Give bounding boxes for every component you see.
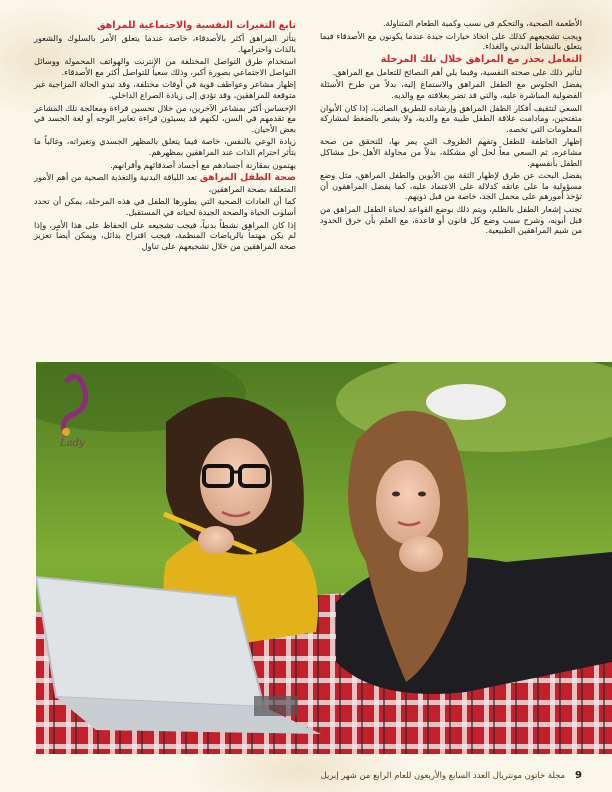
girl-right-hand [399,536,443,572]
right-column [34,18,296,360]
article-columns [34,18,582,360]
paragraph: تجنب إشعار الطفل بالظلم، ويتم ذلك بوضع القواعد لحياة الطفل المراهق من قبل أبويه، وشرح سبب وضع كل قانون أو قاعدة، مع العلم بأن خرق الحدود من شيم المراهقين الطبيعية. [320,203,582,236]
paragraph: إظهار العاطفة للطفل وتفهم الظروف التي يمر بها، للتحقق من صحة مشاعره، ثم السعي معاً لحل أي مشكلة، بدلاً من محاولة الأهل حل مشاكل الطفل بأنفسهم. [320,136,582,168]
paragraph: ويجب تشجيعهم كذلك على اتخاذ خيارات جيدة عندما يكونون مع الأصدقاء فيما يتعلق بالنشاط البدني والغذاء. [320,30,582,52]
section-heading-psych-changes: تابع التغيرات النفسية والاجتماعية للمراهق [96,20,296,31]
paragraph: يهتمون بمقارنة أجسادهم مع أجساد أصدقائهم وأقرانهم. [110,159,296,170]
laptop-screen [36,577,264,707]
paragraph: كما أن العادات الصحية التي يطورها الطفل في هذه المرحلة، يمكن أن تحدد أسلوب الحياة والصحة الجيدة لحياته في المستقبل. [34,196,296,217]
photo-illustration [36,362,612,754]
girl-left-hand [198,526,234,554]
eye [392,492,400,497]
paragraph: الإحساس أكثر بمشاعر الآخرين، من خلال تحسين قراءة ومعالجة تلك المشاعر مع تقدمهم في السن، لكنهم قد يسيئون قراءة تعابير الوجه أو لغة الجسد في بعض الأحيان. [34,102,296,134]
girl-right-face [376,460,440,544]
eye [418,492,426,497]
paragraph-with-heading [34,172,296,194]
page-number: 9 [575,769,582,781]
laptop-keys [254,696,298,716]
footer-caption: مجلة خاتون مونتريال العدد السابع والأربعون للعام الرابع من شهر إبريل [320,770,566,780]
section-heading-careful-handling: التعامل بحذر مع المراهق خلال تلك المرحلة [380,53,582,65]
paragraph: يتأثر المراهق أكثر بالأصدقاء، خاصة عندما يتعلق الأمر بالسلوك والشعور بالذات واحترامها. [34,33,296,54]
article-photo [36,362,612,754]
paragraph: يفضل الجلوس مع الطفل المراهق والاستماع إليه، بدلاً من طرح الأسئلة الفضولية المباشرة عليه، والتي قد تضر بعلاقته مع والديه. [320,79,582,100]
paragraph: الأطعمة الصحية، والتحكم في نسب وكمية الطعام المتناولة. [382,18,582,28]
paragraph: السعي لتثقيف أفكار الطفل المراهق وإرشاده للطريق الصائب، إذا كان الأبوان متفتحين، ومادامت علاقة الطفل طيبة مع والديه، ولا يشعر بالضغط لمشاركة المعلومات التي تخصه. [320,102,582,134]
logo-text: Lady [60,438,85,449]
paragraph: استخدام طرق التواصل المختلفة من الإنترنت والهواتف المحمولة ووسائل التواصل الاجتماعي بصورة أكبر، وذلك سعياً للتواصل أكثر مع الأصدقاء. [34,56,296,77]
girl-left-face [200,438,272,526]
paragraph: إظهار مشاعر وعواطف قوية في أوقات مختلفة، وقد تبدو الحالة المزاجية غير متوقعة للمراهقين، وقد تؤدي إلى زيادة الصراع الداخلي. [34,79,296,100]
paragraph: زيادة الوعي بالنفس، خاصة فيما يتعلق بالمظهر الجسدي وتغيراته، وغالباً ما يتأثر احترام الذات عند المراهقين بمظهرهم. [34,136,296,157]
section-heading-teen-health: صحة الطفل المراهق [199,172,297,184]
sneaker [426,384,506,420]
paragraph: لتأثير ذلك على صحته النفسية، وفيما يلي أهم النصائح للتعامل مع المراهق. [332,66,582,77]
left-column [320,18,582,360]
paragraph-lead: تعد اللياقة البدنية والتغذية الصحية من أهم الأمور المتعلقة بصحة المراهقين، [34,172,296,194]
page-footer [0,758,612,792]
paragraph: يفضل البحث عن طرق لإظهار الثقة بين الأبوين والطفل المراهق، مثل وضع مسؤولية ما على عاتقه كدلالة على الاعتماد عليه، كما يفضل المراهقون أن تؤخذ أمورهم على محمل الجد، خاصة من قبل ذويهم. [320,170,582,202]
paragraph: إذا كان المراهق نشطاً بدنياً، فيجب تشجيعه على الحفاظ على هذا الأمر، وإذا لم يكن مهتماً بالرياضات المنظمة، فيجب اقتراح بدائل، ويمكن أيضاً تعزيز صحة المراهقين من خلال تشجيعهم على تناول [34,219,296,251]
